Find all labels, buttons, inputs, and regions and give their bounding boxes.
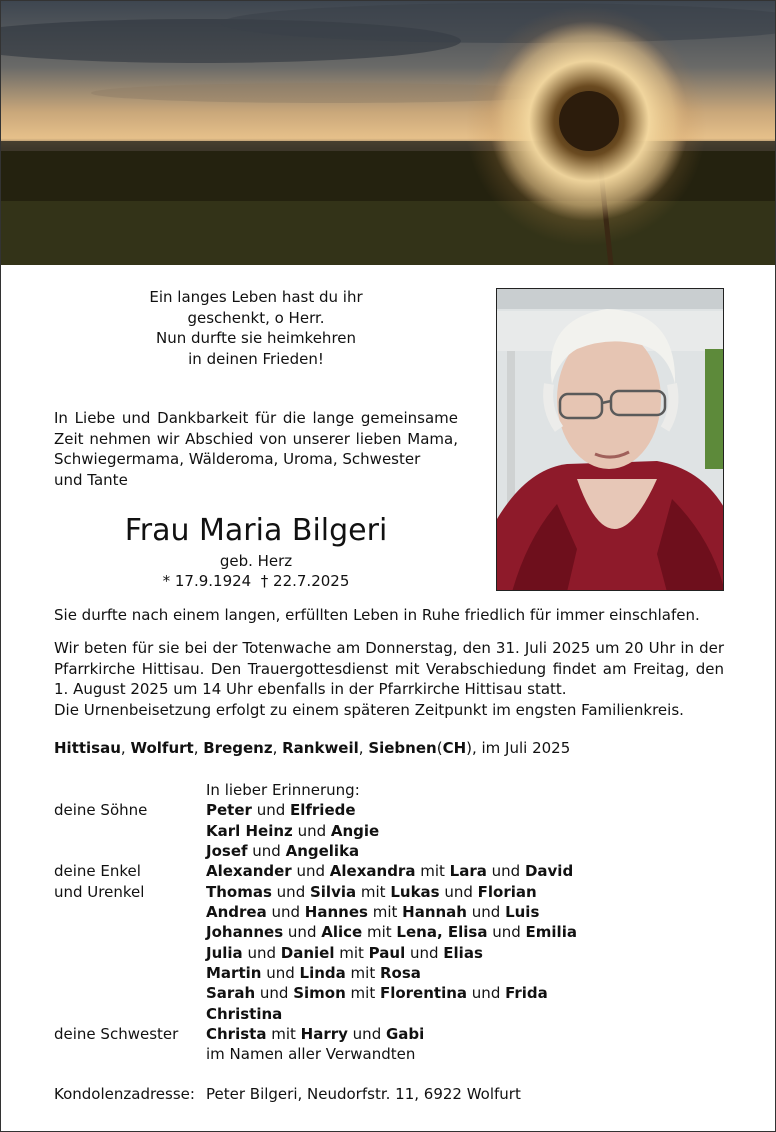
- relation-label: deine Schwester: [54, 1025, 179, 1044]
- places-and-date: [54, 738, 724, 759]
- relative-name: Christina: [206, 1004, 283, 1023]
- survivor-row: [54, 1044, 724, 1064]
- portrait-photo: [496, 288, 724, 591]
- relative-name: Harry: [300, 1025, 348, 1044]
- relative-names: [206, 963, 724, 983]
- poem-line: Ein langes Leben hast du ihr: [149, 288, 363, 306]
- condolence-value: Peter Bilgeri, Neudorfstr. 11, 6922 Wolfurt: [206, 1085, 521, 1103]
- relation-label: [54, 922, 206, 942]
- connector-text: mit: [334, 943, 369, 962]
- connector-text: und: [255, 984, 294, 1003]
- connector-text: und: [266, 903, 305, 922]
- relative-name: Julia: [206, 943, 243, 962]
- relation-label: [54, 943, 206, 963]
- connector-text: und: [271, 882, 310, 901]
- relative-names: [206, 1004, 724, 1024]
- survivor-row: [54, 963, 724, 983]
- connector-text: mit: [345, 964, 380, 983]
- place-separator: ), im Juli 2025: [466, 739, 571, 757]
- deceased-name: Frau Maria Bilgeri: [124, 513, 388, 548]
- survivor-row: [54, 983, 724, 1003]
- birth-name: geb. Herz: [219, 552, 293, 570]
- relation-label: [54, 983, 206, 1003]
- relative-name: Lena, Elisa: [396, 923, 488, 942]
- dandelion-sunset-banner: [1, 1, 776, 265]
- connector-text: mit: [356, 882, 391, 901]
- relative-name: Andrea: [206, 903, 267, 922]
- connector-text: im Namen aller Verwandten: [206, 1045, 416, 1064]
- relative-names: [206, 1044, 724, 1064]
- relative-names: [206, 861, 724, 881]
- place-name: Siebnen: [368, 739, 437, 757]
- relative-name: Elias: [443, 943, 483, 962]
- relation-label: deine Söhne: [54, 801, 148, 820]
- connector-text: und: [347, 1025, 386, 1044]
- place-name: Rankweil: [282, 739, 359, 757]
- relative-name: Frida: [505, 984, 548, 1003]
- survivor-row: [54, 821, 724, 841]
- relative-names: [206, 800, 724, 820]
- connector-text: und: [439, 882, 478, 901]
- relative-name: Simon: [293, 984, 346, 1003]
- relative-names: [206, 841, 724, 861]
- relative-name: Luis: [505, 903, 540, 922]
- relative-names: [206, 902, 724, 922]
- relative-name: Alice: [321, 923, 363, 942]
- place-name: Hittisau: [54, 739, 121, 757]
- relative-name: Alexander: [206, 862, 292, 881]
- relative-name: Lara: [449, 862, 487, 881]
- survivor-row: [54, 1004, 724, 1024]
- connector-text: und: [405, 943, 444, 962]
- relation-label: [54, 821, 206, 841]
- relation-label: [54, 963, 206, 983]
- survivor-row: [54, 780, 724, 800]
- farewell-intro-last-line: und Tante: [54, 470, 128, 489]
- relative-name: Sarah: [206, 984, 256, 1003]
- survivor-row: [54, 800, 724, 820]
- relative-name: Josef: [206, 842, 248, 861]
- place-separator: ,: [193, 739, 204, 757]
- relative-name: Thomas: [206, 882, 272, 901]
- relation-label: [54, 841, 206, 861]
- relative-name: Karl Heinz: [206, 821, 293, 840]
- service-details: Wir beten für sie bei der Totenwache am Donnerstag, den 31. Juli 2025 um 20 Uhr in der Pfarrkirche Hittisau. Den Trauergottesdienst mit Verabschiedung findet am Freitag, den 1. August 2025 um 14 Uhr ebenfalls in der Pfarrkirche Hittisau statt.: [54, 639, 724, 698]
- relative-name: Johannes: [206, 923, 284, 942]
- survivor-row: [54, 882, 724, 902]
- survivor-row: [54, 902, 724, 922]
- survivor-row: [54, 861, 724, 881]
- relative-names: [206, 1024, 724, 1044]
- poem-line: Nun durfte sie heimkehren: [155, 329, 357, 347]
- connector-text: mit: [367, 903, 403, 922]
- condolence-address: [54, 1084, 724, 1104]
- survivor-row: [54, 1024, 724, 1044]
- poem: [101, 287, 411, 369]
- relative-name: Rosa: [379, 964, 421, 983]
- survivors-list: [54, 780, 724, 1065]
- poem-line: in deinen Frieden!: [188, 349, 324, 368]
- relation-label: [54, 1004, 206, 1024]
- relative-name: Angelika: [285, 842, 360, 861]
- place-name: Bregenz: [203, 739, 273, 757]
- relative-names: [206, 983, 724, 1003]
- connector-text: und: [487, 923, 526, 942]
- relative-name: Daniel: [280, 943, 335, 962]
- condolence-label: Kondolenzadresse:: [54, 1085, 195, 1103]
- place-separator: ,: [272, 739, 283, 757]
- relative-names: [206, 821, 724, 841]
- connector-text: und: [466, 903, 506, 922]
- relative-name: Linda: [299, 964, 346, 983]
- passing-statement: Sie durfte nach einem langen, erfüllten Leben in Ruhe friedlich für immer einschlafen.: [54, 606, 700, 624]
- farewell-intro-text: In Liebe und Dankbarkeit für die lange gemeinsame Zeit nehmen wir Abschied von unserer lieben Mama, Schwiegermama, Wälderoma, Uroma, Schwester: [54, 409, 458, 468]
- survivor-row: [54, 841, 724, 861]
- connector-text: und: [247, 842, 286, 861]
- life-dates: * 17.9.1924 † 22.7.2025: [162, 572, 350, 590]
- place-name: Wolfurt: [130, 739, 194, 757]
- burial-details: Die Urnenbeisetzung erfolgt zu einem späteren Zeitpunkt im engsten Familienkreis.: [54, 701, 684, 719]
- relation-label: [54, 780, 206, 800]
- poem-line: geschenkt, o Herr.: [187, 308, 325, 327]
- relative-name: Hannah: [402, 903, 467, 922]
- relation-label: [54, 1044, 206, 1064]
- survivor-row: [54, 922, 724, 942]
- relative-name: Hannes: [304, 903, 368, 922]
- relative-name: Alexandra: [329, 862, 416, 881]
- relative-name: Florentina: [379, 984, 468, 1003]
- connector-text: mit: [362, 923, 397, 942]
- relative-name: Lukas: [390, 882, 440, 901]
- relative-name: Florian: [477, 882, 537, 901]
- relative-name: Martin: [206, 964, 262, 983]
- relative-name: Emilia: [525, 923, 577, 942]
- connector-text: mit: [415, 862, 450, 881]
- relation-label: deine Enkel: [54, 862, 141, 881]
- relative-names: [206, 780, 724, 800]
- connector-text: und: [292, 821, 331, 840]
- relative-name: David: [524, 862, 574, 881]
- relative-name: Gabi: [385, 1025, 425, 1044]
- relation-label: [54, 902, 206, 922]
- connector-text: und: [486, 862, 525, 881]
- relative-name: Angie: [330, 821, 380, 840]
- connector-text: mit: [345, 984, 380, 1003]
- connector-text: und: [467, 984, 506, 1003]
- relative-names: [206, 922, 724, 942]
- relative-name: Elfriede: [290, 801, 356, 820]
- connector-text: und: [261, 964, 300, 983]
- place-name: CH: [442, 739, 467, 757]
- connector-text: und: [251, 801, 290, 820]
- relative-names: [206, 882, 724, 902]
- connector-text: und: [283, 923, 322, 942]
- relative-name: Christa: [206, 1025, 267, 1044]
- relative-name: Peter: [206, 801, 252, 820]
- relative-name: Paul: [368, 943, 406, 962]
- relation-label: und Urenkel: [54, 882, 145, 901]
- connector-text: und: [242, 943, 281, 962]
- place-separator: ,: [358, 739, 369, 757]
- connector-text: und: [291, 862, 330, 881]
- relative-name: Silvia: [309, 882, 357, 901]
- place-separator: (: [436, 739, 443, 757]
- farewell-intro: [54, 408, 458, 490]
- connector-text: mit: [266, 1025, 301, 1044]
- relative-names: [206, 943, 724, 963]
- connector-text: In lieber Erinnerung:: [206, 781, 360, 799]
- survivor-row: [54, 943, 724, 963]
- place-separator: ,: [120, 739, 131, 757]
